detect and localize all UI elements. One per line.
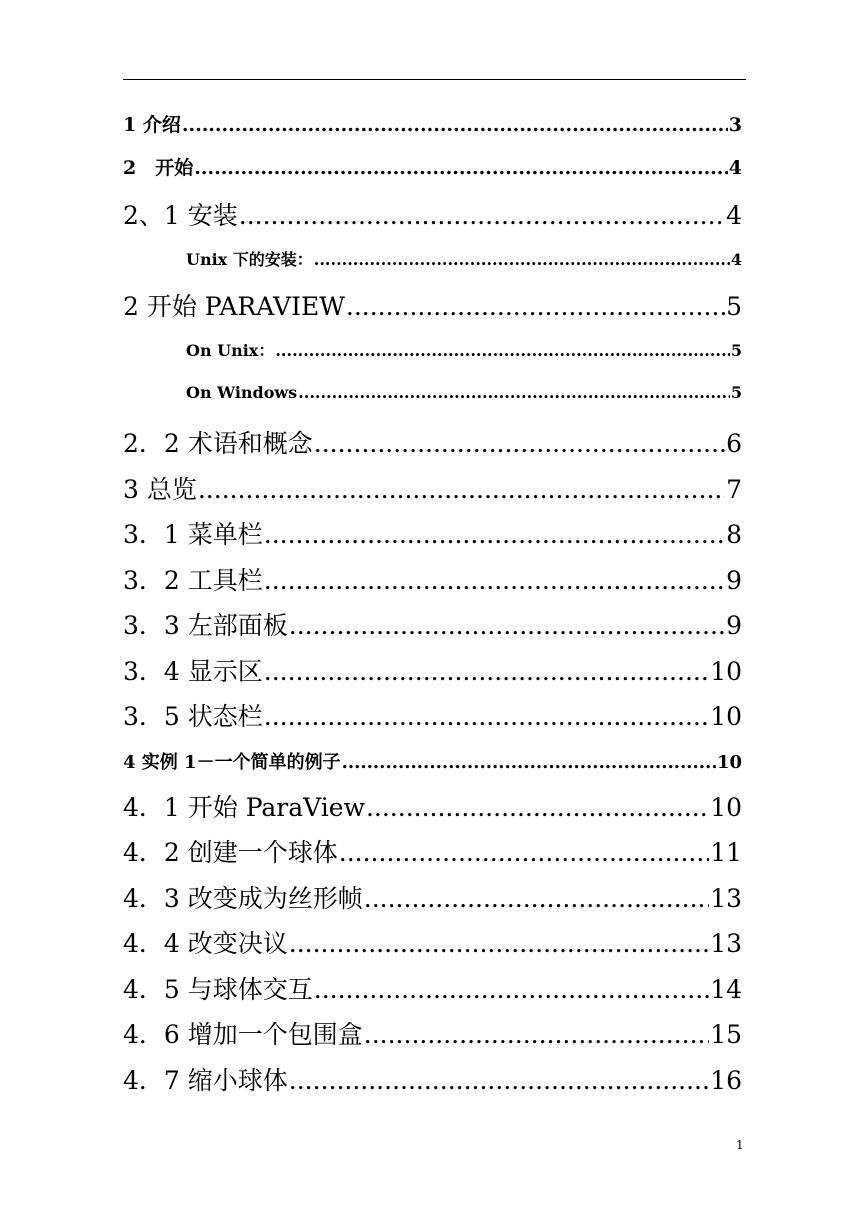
toc-entry[interactable] bbox=[123, 1015, 742, 1051]
toc-leader bbox=[289, 611, 725, 640]
toc-entry[interactable] bbox=[123, 470, 742, 506]
toc-entry-title: 3．4 显示区 bbox=[123, 657, 263, 686]
toc-leader bbox=[366, 793, 709, 822]
toc-entry-title: 4．4 改变决议 bbox=[123, 929, 288, 958]
toc-entry-title: 2．2 术语和概念 bbox=[123, 429, 313, 458]
toc-entry[interactable] bbox=[123, 1061, 742, 1097]
toc-entry-title: 4．3 改变成为丝形帧 bbox=[123, 884, 363, 913]
toc-entry-page: 6 bbox=[726, 429, 742, 458]
toc-entry-title: On Windows bbox=[186, 383, 298, 402]
toc-leader bbox=[289, 929, 709, 958]
toc-entry-title: 1 介绍 bbox=[123, 114, 181, 136]
toc-entry[interactable] bbox=[123, 652, 742, 688]
toc-entry[interactable] bbox=[186, 383, 742, 402]
toc-leader bbox=[346, 292, 725, 321]
page-number: 1 bbox=[736, 1138, 744, 1152]
toc-entry-title: 2 开始 PARAVIEW bbox=[123, 292, 345, 321]
toc-leader bbox=[194, 157, 728, 179]
toc-entry[interactable] bbox=[123, 287, 742, 323]
toc-leader bbox=[314, 250, 730, 269]
toc-leader bbox=[264, 520, 725, 549]
toc-entry-page: 10 bbox=[716, 752, 742, 773]
toc-entry[interactable] bbox=[123, 515, 742, 551]
toc-entry[interactable] bbox=[123, 606, 742, 642]
toc-entry-page: 14 bbox=[710, 975, 742, 1004]
toc-entry-title: Unix 下的安装： bbox=[186, 250, 313, 269]
toc-entry-page: 13 bbox=[710, 929, 742, 958]
toc-entry-title: 2 开始 bbox=[123, 157, 194, 179]
toc-entry-title: 3．2 工具栏 bbox=[123, 566, 263, 595]
toc-entry[interactable] bbox=[123, 879, 742, 915]
toc-leader bbox=[264, 657, 709, 686]
toc-entry-page: 16 bbox=[710, 1066, 742, 1095]
toc-leader bbox=[264, 566, 725, 595]
toc-entry[interactable] bbox=[123, 697, 742, 733]
toc-leader bbox=[298, 383, 730, 402]
toc-leader bbox=[314, 975, 709, 1004]
toc-entry-page: 4 bbox=[726, 201, 742, 230]
toc-leader bbox=[364, 884, 709, 913]
toc-entry-page: 4 bbox=[728, 157, 742, 179]
toc-leader bbox=[339, 838, 709, 867]
toc-leader bbox=[239, 201, 725, 230]
toc-entry[interactable] bbox=[123, 924, 742, 960]
toc-entry-page: 9 bbox=[726, 566, 742, 595]
toc-leader bbox=[314, 429, 725, 458]
toc-entry[interactable] bbox=[123, 153, 742, 180]
toc-entry-page: 5 bbox=[730, 341, 742, 360]
toc-entry[interactable] bbox=[123, 748, 742, 774]
toc-entry-page: 4 bbox=[730, 250, 742, 269]
toc-entry-title: 4．5 与球体交互 bbox=[123, 975, 313, 1004]
toc-entry[interactable] bbox=[123, 424, 742, 460]
toc-entry-title: 3．3 左部面板 bbox=[123, 611, 288, 640]
toc-entry-page: 10 bbox=[710, 702, 742, 731]
toc-entry[interactable] bbox=[123, 110, 742, 137]
toc-leader bbox=[342, 752, 716, 773]
toc-entry-page: 13 bbox=[710, 884, 742, 913]
toc-entry-title: 4．7 缩小球体 bbox=[123, 1066, 288, 1095]
toc-entry[interactable] bbox=[186, 338, 742, 361]
toc-entry-title: 2、1 安装 bbox=[123, 201, 238, 230]
toc-entry[interactable] bbox=[186, 247, 742, 270]
toc-leader bbox=[182, 114, 728, 136]
toc-entry-page: 10 bbox=[710, 657, 742, 686]
toc-entry-page: 15 bbox=[710, 1020, 742, 1049]
toc-entry-title: 4．2 创建一个球体 bbox=[123, 838, 338, 867]
toc-entry[interactable] bbox=[123, 970, 742, 1006]
toc-entry[interactable] bbox=[123, 833, 742, 869]
toc-leader bbox=[275, 341, 730, 360]
toc-entry-page: 10 bbox=[710, 793, 742, 822]
toc-entry-title: 4 实例 1－一个简单的例子 bbox=[123, 752, 341, 773]
toc-entry-page: 3 bbox=[728, 114, 742, 136]
toc-entry-title: 4．6 增加一个包围盒 bbox=[123, 1020, 363, 1049]
toc-entry-page: 9 bbox=[726, 611, 742, 640]
toc-leader bbox=[198, 475, 725, 504]
toc-entry-page: 5 bbox=[730, 383, 742, 402]
toc-entry[interactable] bbox=[123, 196, 742, 232]
toc-entry-page: 8 bbox=[726, 520, 742, 549]
toc-entry[interactable] bbox=[123, 561, 742, 597]
toc-entry-title: On Unix： bbox=[186, 341, 275, 360]
toc-entry-page: 11 bbox=[710, 838, 742, 867]
header-rule bbox=[123, 79, 746, 80]
toc-entry-page: 7 bbox=[726, 475, 742, 504]
toc-leader bbox=[364, 1020, 709, 1049]
toc-entry-title: 3 总览 bbox=[123, 475, 197, 504]
toc-entry-page: 5 bbox=[726, 292, 742, 321]
toc-leader bbox=[264, 702, 709, 731]
toc-leader bbox=[289, 1066, 709, 1095]
toc-entry[interactable] bbox=[123, 788, 742, 824]
toc-entry-title: 3．5 状态栏 bbox=[123, 702, 263, 731]
toc-entry-title: 3．1 菜单栏 bbox=[123, 520, 263, 549]
toc-entry-title: 4．1 开始 ParaView bbox=[123, 793, 365, 822]
